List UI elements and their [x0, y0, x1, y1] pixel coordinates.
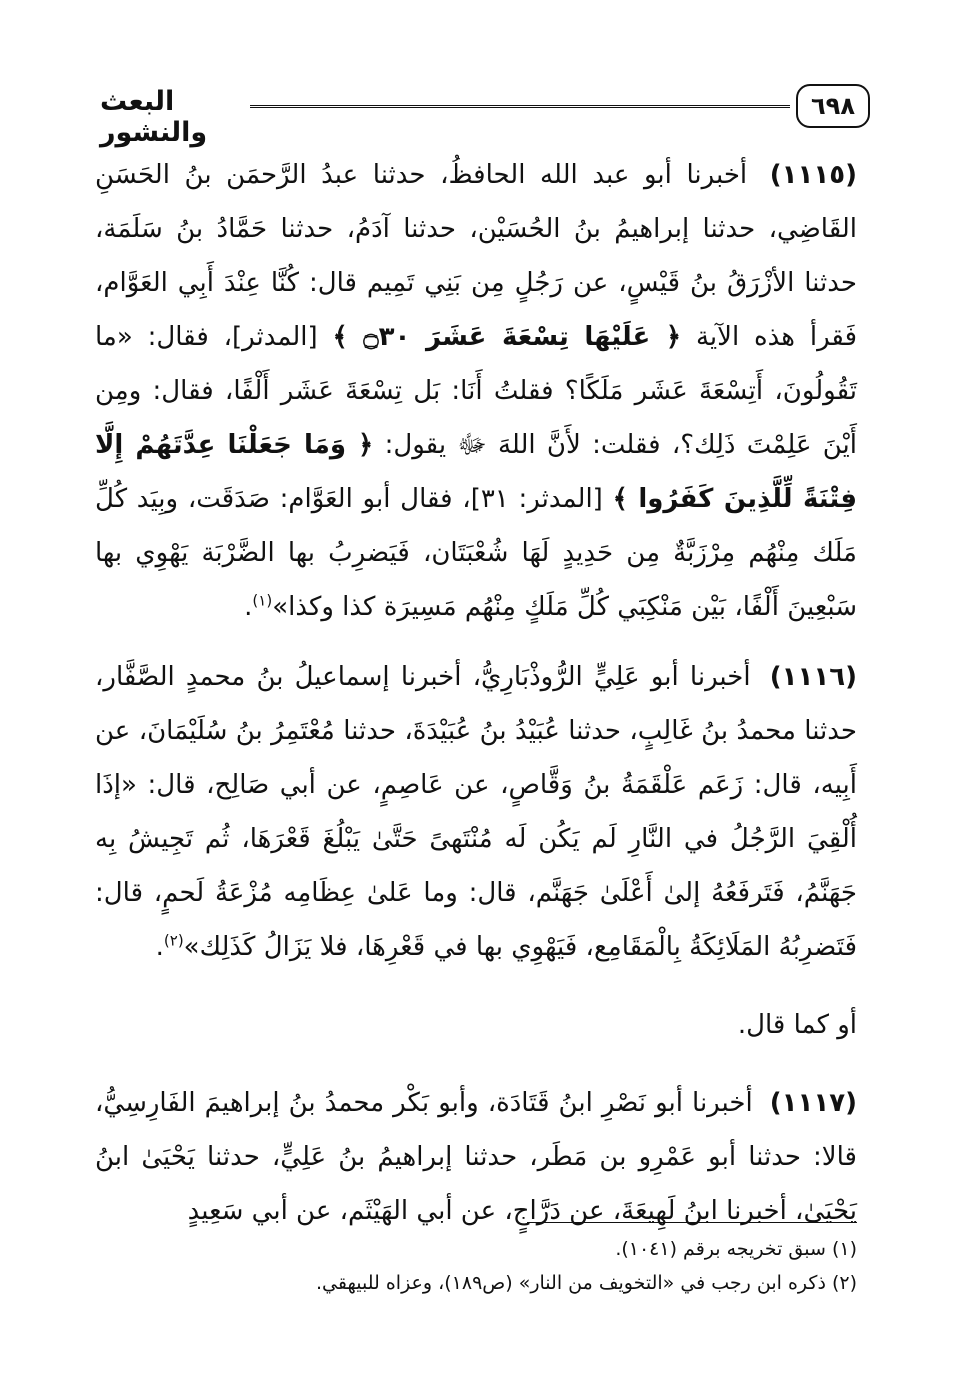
- running-title: البعث والنشور: [100, 86, 208, 148]
- hadith-1116: [95, 650, 857, 974]
- hadith-text: [المدثر: ٣١]، فقال أبو العَوَّام: صَدَقَت، وبِيَد كُلِّ مَلَك مِنْهُم مِرْزَبَّةٌ مِن حَدِيدٍ لَهَا شُعْبَتَان، فَيَضرِبُ بها الضَّرْبَة يَهْوِي بها سَبْعِينَ أَلْفًا، بَيْن مَنْكِبَي كُلِّ مَلَكٍ مِنْهُم مَسِيرَة كذا وكذا»: [95, 484, 857, 622]
- page-header: [100, 84, 870, 148]
- hadith-number: (١١١٥): [769, 160, 857, 190]
- hadith-text: أخبرنا أبو نَصْرِ ابنُ قَتَادَة، وأبو بَكْر محمدُ بنُ إبراهيمَ الفَارِسِيُّ، قالا: حدثنا أبو عَمْرِو بن مَطَر، حدثنا إبراهيمُ بنُ عَلِيٍّ، حدثنا يَحْيَىٰ ابنُ يَحْيَىٰ، أخبرنا ابنُ لَهِيعَةَ، عن دَرَّاجٍ، عن أبي الهَيْثَم، عن أبي سَعِيدٍ: [95, 1088, 857, 1226]
- end-mark: .: [244, 592, 253, 622]
- hadith-text: أخبرنا أبو عبد الله الحافظُ، حدثنا عبدُ الرَّحمَن بنُ الحَسَنِ القَاضِي، حدثنا إبراهيمُ بنُ الحُسَيْن، حدثنا آدَمُ، حدثنا حَمَّادُ بنُ سَلَمَة، حدثنا الأزْرَقُ بنُ قَيْسٍ، عن رَجُلٍ مِن بَنِي تَمِيم قال: كُنَّا عِنْدَ أَبِي العَوَّام، فَقرأ هذه الآية: [95, 160, 857, 352]
- page-number: ٦٩٨: [796, 84, 870, 128]
- hadith-number: (١١١٦): [769, 662, 857, 692]
- hadith-1117: [95, 1076, 857, 1238]
- footnotes: [95, 1232, 857, 1300]
- footnote-2: (٢) ذكره ابن رجب في «التخويف من النار» (ص١٨٩)، وعزاه للبيهقي.: [316, 1272, 857, 1294]
- header-rule: [250, 105, 790, 108]
- closing-remark: أو كما قال.: [737, 1010, 857, 1040]
- quran-verse: ﴿ وَمَا جَعَلْنَا عِدَّتَهُمْ إِلَّا فِتْنَةً لِّلَّذِينَ كَفَرُوا ﴾: [95, 430, 858, 514]
- footnote-1: (١) سبق تخريجه برقم (١٠٤١).: [615, 1238, 857, 1260]
- end-mark: .: [155, 932, 164, 962]
- hadith-text: أخبرنا أبو عَلِيٍّ الرُّوذْبَارِيُّ، أخبرنا إسماعيلُ بنُ محمدٍ الصَّفَّار، حدثنا محمدُ بنُ غَالِبٍ، حدثنا عُبَيْدُ بنُ عُبَيْدَةَ، حدثنا مُعْتَمِرُ بنُ سُلَيْمَانَ، عن أَبِيه، قال: زَعَم عَلْقَمَةُ بنُ وَقَّاصٍ، عن عَاصِمٍ، عن أبي صَالِح، قال: «إذَا أُلْقِيَ الرَّجُلُ في النَّارِ لَم يَكُن لَه مُنْتَهىً حَتَّىٰ يَبْلُغَ قَعْرَهَا، ثُم تَجِيشُ بِه جَهَنَّمُ، فَتَرفَعُهُ إلىٰ أَعْلَىٰ جَهَنَّم، قال: وما عَلىٰ عِظَامِه مُزْعَةُ لَحمٍ، قال: فَتَضرِبُهُ المَلَائِكَةُ بِالْمَقَامِع، فَيَهْوِي بها في قَعْرِهَا، فلا يَزَالُ كَذَلِك»: [95, 662, 857, 962]
- footnote-ref: (١): [252, 591, 273, 610]
- hadith-1115: [95, 148, 857, 634]
- quran-verse: ﴿ عَلَيْهَا تِسْعَةَ عَشَرَ ۝٣٠ ﴾: [332, 322, 682, 352]
- footnote-ref: (٢): [163, 931, 184, 950]
- main-text: [95, 148, 857, 1254]
- footnote-separator: [527, 1222, 857, 1223]
- hadith-number: (١١١٧): [769, 1088, 858, 1118]
- hadith-text: [المدثر]، فقال: «ما تَقُولُونَ، أَتِسْعَةَ عَشَر مَلَكًا؟ فقلتُ أَنَا: بَل تِسْعَةَ عَشَر أَلْفًا، فقال: ومِن أَيْنَ عَلِمْتَ ذَلِك؟، فقلت: لأَنَّ اللهَ ﷻ يقول:: [95, 322, 857, 460]
